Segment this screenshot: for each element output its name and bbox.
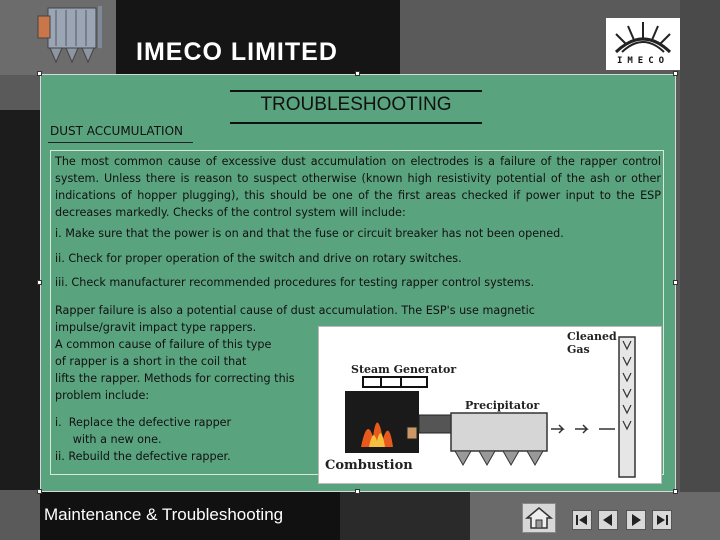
combustion-label: Combustion [325, 458, 413, 473]
steam-generator-label: Steam Generator [351, 363, 457, 376]
precipitator-icon [0, 0, 116, 75]
sun-rays-icon [606, 18, 680, 58]
rapper-paragraph-line: A common cause of failure of this type [55, 338, 272, 351]
page-title: TROUBLESHOOTING [260, 94, 452, 115]
section-title-rule [48, 142, 193, 143]
rapper-paragraph [55, 319, 315, 404]
imeco-logo-text: IMECO [616, 56, 670, 66]
esp-diagram-illustration [319, 327, 661, 483]
selection-handle [673, 71, 678, 76]
fix-item-1: i. Replace the defective rapper [55, 416, 232, 429]
fix-item-2: ii. Rebuild the defective rapper. [55, 450, 231, 463]
selection-handle [673, 280, 678, 285]
prev-slide-icon [599, 511, 617, 529]
intro-paragraph: The most common cause of excessive dust accumulation on electrodes is a failure of the rapper control system. Unless there is reason to suspect otherwise (known high resistivity potential of the ash or other indications of hopper plugging), this should be one of the first areas checked if power input to the ESP decreases markedly. Checks of the control system will include: [55, 155, 661, 219]
footer-title: Maintenance & Troubleshooting [44, 505, 284, 524]
gas-label: Gas [567, 343, 590, 356]
rapper-paragraph-line: Rapper failure is also a potential cause of dust accumulation. The ESP's use magnetic [55, 304, 535, 317]
rapper-paragraph-line: problem include: [55, 389, 150, 402]
precipitator-logo [0, 0, 116, 75]
rapper-paragraph-line: of rapper is a short in the coil that [55, 355, 247, 368]
first-slide-button[interactable] [572, 510, 592, 530]
check-item-2: ii. Check for proper operation of the switch and drive on rotary switches. [55, 252, 462, 265]
rapper-paragraph-line: lifts the rapper. Methods for correcting this [55, 372, 295, 385]
last-slide-button[interactable] [652, 510, 672, 530]
section-title: DUST ACCUMULATION [50, 124, 183, 138]
selection-handle [673, 489, 678, 494]
first-slide-icon [573, 511, 591, 529]
footer-nav-area [470, 492, 720, 540]
next-slide-icon [627, 511, 645, 529]
footer-bar-middle [340, 492, 470, 540]
rapper-paragraph-line: impulse/gravit impact type rappers. [55, 321, 257, 334]
check-item-3: iii. Check manufacturer recommended procedures for testing rapper control systems. [55, 276, 535, 289]
last-slide-icon [653, 511, 671, 529]
company-title: IMECO LIMITED [136, 38, 338, 66]
next-slide-button[interactable] [626, 510, 646, 530]
fix-item-1-cont: with a new one. [55, 433, 162, 446]
prev-slide-button[interactable] [598, 510, 618, 530]
selection-handle [355, 489, 360, 494]
home-button[interactable] [522, 503, 556, 533]
selection-handle [37, 489, 42, 494]
fix-list [55, 414, 315, 465]
heading-rule-top [230, 90, 482, 92]
cleaned-gas-label: Cleaned [567, 330, 617, 343]
background-right-strip [680, 0, 720, 540]
heading-rule-bottom [230, 122, 482, 124]
check-item-1: i. Make sure that the power is on and that the fuse or circuit breaker has not been opened. [55, 227, 564, 240]
esp-process-diagram [318, 326, 662, 484]
home-icon [523, 504, 555, 532]
precipitator-label: Precipitator [465, 399, 540, 412]
selection-handle [355, 71, 360, 76]
background-left-panel [0, 110, 40, 490]
selection-handle [37, 280, 42, 285]
selection-handle [37, 71, 42, 76]
